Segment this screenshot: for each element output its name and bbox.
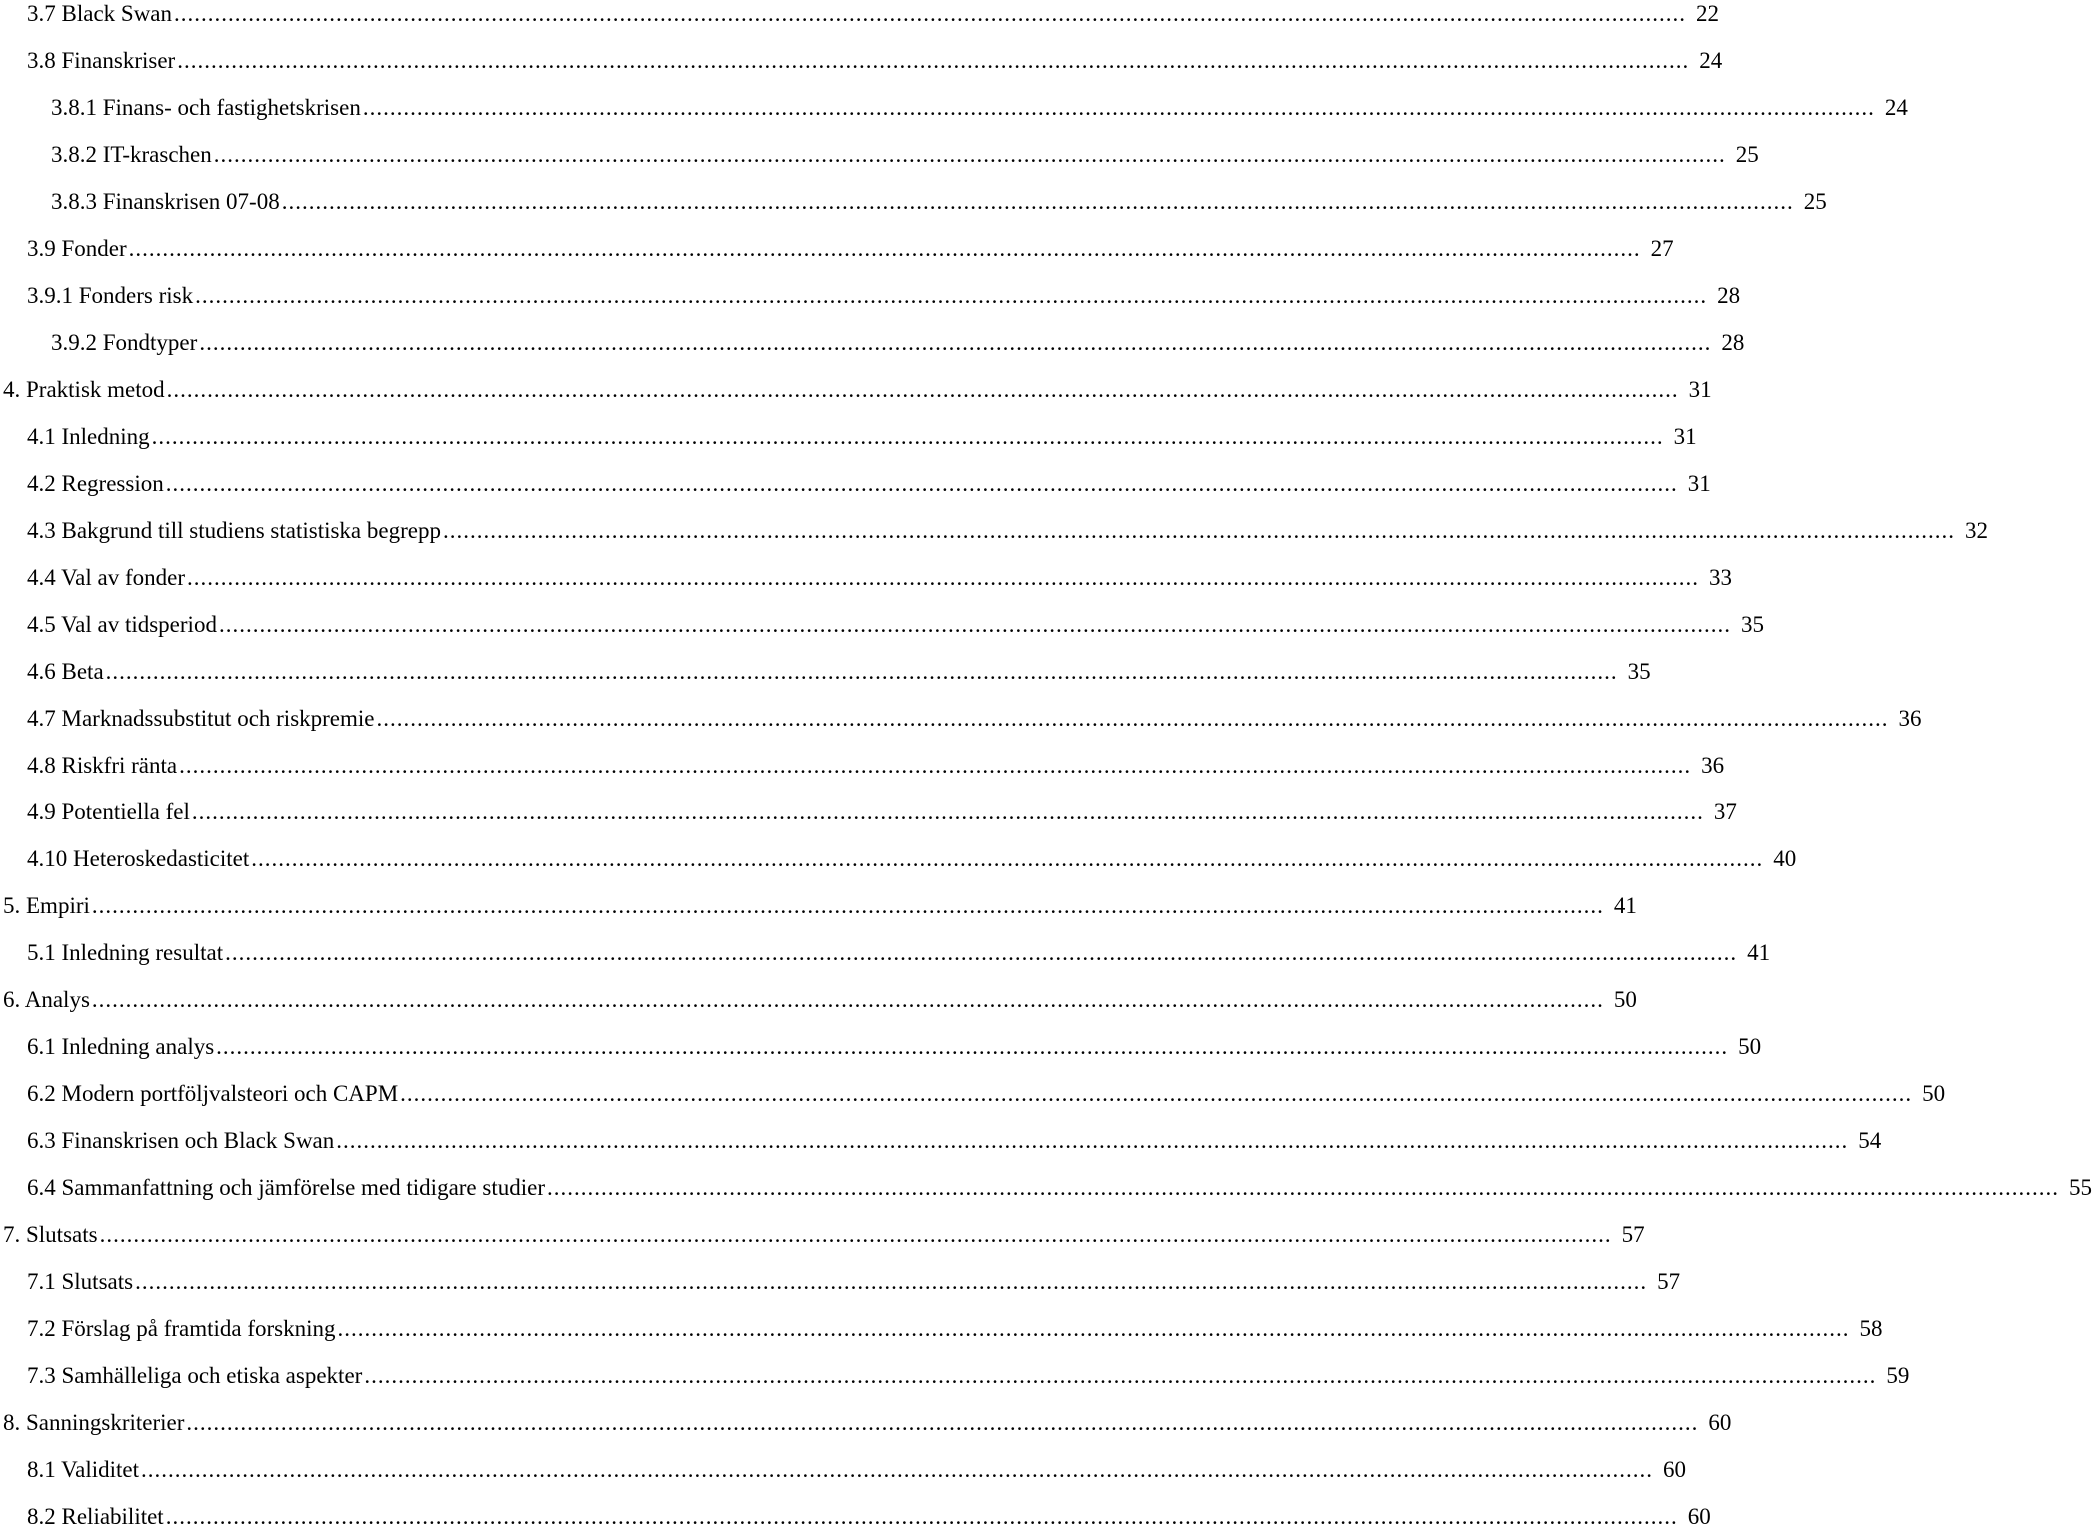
toc-entry[interactable] <box>0 751 1725 781</box>
toc-entry-label: 8.2 Reliabilitet <box>27 1504 164 1530</box>
toc-entry[interactable] <box>0 985 1637 1015</box>
toc-dot-leader <box>187 563 1699 593</box>
toc-entry[interactable] <box>0 281 1741 311</box>
toc-dot-leader <box>338 1314 1850 1344</box>
toc-entry[interactable] <box>0 0 1720 29</box>
toc-entry-page-number: 54 <box>1858 1128 1882 1154</box>
toc-dot-leader <box>192 797 1704 827</box>
toc-entry-label: 7.2 Förslag på framtida forskning <box>27 1316 336 1342</box>
toc-dot-leader <box>92 985 1604 1015</box>
toc-dot-leader <box>363 93 1875 123</box>
toc-entry[interactable] <box>0 1220 1645 1250</box>
toc-entry[interactable] <box>0 375 1712 405</box>
toc-entry[interactable] <box>0 328 1745 358</box>
toc-dot-leader <box>135 1267 1647 1297</box>
toc-entry-page-number: 50 <box>1613 987 1637 1013</box>
toc-dot-leader <box>174 0 1686 29</box>
toc-entry[interactable] <box>0 844 1797 874</box>
toc-entry[interactable] <box>0 1032 1762 1062</box>
toc-entry-label: 3.8.1 Finans- och fastighetskrisen <box>51 94 361 120</box>
toc-entry-label: 7.1 Slutsats <box>27 1269 134 1295</box>
toc-entry-page-number: 33 <box>1708 564 1732 590</box>
toc-entry-label: 5.1 Inledning resultat <box>27 940 224 966</box>
toc-entry-label: 4.8 Riskfri ränta <box>27 752 178 778</box>
toc-entry-page-number: 60 <box>1663 1457 1687 1483</box>
toc-entry-label: 4.5 Val av tidsperiod <box>27 611 217 637</box>
toc-entry[interactable] <box>0 46 1723 76</box>
toc-dot-leader <box>282 187 1794 217</box>
toc-entry-label: 6.4 Sammanfattning och jämförelse med tidigare studier <box>27 1175 545 1201</box>
toc-entry[interactable] <box>0 1267 1681 1297</box>
toc-entry-page-number: 28 <box>1717 282 1741 308</box>
toc-entry-label: 4.1 Inledning <box>27 423 150 449</box>
toc-entry[interactable] <box>0 1079 1946 1109</box>
toc-entry-page-number: 50 <box>1922 1081 1946 1107</box>
toc-entry-label: 4.4 Val av fonder <box>27 564 185 590</box>
toc-entry[interactable] <box>0 469 1711 499</box>
toc-entry-page-number: 58 <box>1859 1316 1883 1342</box>
toc-entry-page-number: 35 <box>1627 658 1651 684</box>
toc-dot-leader <box>377 704 1889 734</box>
toc-dot-leader <box>336 1126 1848 1156</box>
toc-dot-leader <box>179 751 1691 781</box>
toc-entry[interactable] <box>0 1408 1732 1438</box>
toc-dot-leader <box>106 657 1618 687</box>
toc-entry-page-number: 32 <box>1964 517 1988 543</box>
toc-entry-page-number: 22 <box>1696 1 1720 26</box>
toc-dot-leader <box>100 1220 1612 1250</box>
toc-entry-page-number: 41 <box>1613 893 1637 919</box>
toc-entry-page-number: 40 <box>1773 846 1797 872</box>
toc-entry-label: 4.2 Regression <box>27 470 164 496</box>
toc-entry-label: 7.3 Samhälleliga och etiska aspekter <box>27 1363 363 1389</box>
toc-entry[interactable] <box>0 797 1737 827</box>
toc-entry-page-number: 57 <box>1657 1269 1681 1295</box>
toc-entry[interactable] <box>0 93 1908 123</box>
toc-entry[interactable] <box>0 938 1771 968</box>
toc-entry-page-number: 25 <box>1735 141 1759 167</box>
toc-dot-leader <box>186 1408 1698 1438</box>
toc-dot-leader <box>400 1079 1912 1109</box>
toc-entry-label: 4. Praktisk metod <box>3 376 165 402</box>
toc-entry-page-number: 59 <box>1886 1363 1910 1389</box>
toc-dot-leader <box>199 328 1711 358</box>
toc-entry-page-number: 31 <box>1673 423 1697 449</box>
toc-entry[interactable] <box>0 1173 2092 1203</box>
toc-entry-label: 3.9 Fonder <box>27 235 127 261</box>
toc-entry-label: 7. Slutsats <box>3 1222 98 1248</box>
toc-dot-leader <box>219 610 1731 640</box>
toc-entry-label: 3.7 Black Swan <box>27 1 173 26</box>
toc-entry-label: 8. Sanningskriterier <box>3 1410 185 1436</box>
toc-entry-page-number: 35 <box>1740 611 1764 637</box>
toc-entry-page-number: 24 <box>1699 47 1723 73</box>
toc-entry[interactable] <box>0 187 1827 217</box>
toc-dot-leader <box>167 375 1679 405</box>
toc-entry-label: 3.8.2 IT-kraschen <box>51 141 212 167</box>
toc-entry-label: 3.8 Finanskriser <box>27 47 176 73</box>
toc-entry-label: 6.2 Modern portföljvalsteori och CAPM <box>27 1081 399 1107</box>
toc-entry[interactable] <box>0 891 1637 921</box>
toc-entry-page-number: 55 <box>2069 1175 2092 1201</box>
toc-entry-label: 5. Empiri <box>3 893 90 919</box>
toc-entry-label: 4.3 Bakgrund till studiens statistiska begrepp <box>27 517 441 543</box>
toc-entry-page-number: 24 <box>1884 94 1908 120</box>
toc-entry-label: 6. Analys <box>3 987 90 1013</box>
toc-entry-label: 6.1 Inledning analys <box>27 1034 215 1060</box>
toc-dot-leader <box>195 281 1707 311</box>
toc-entry[interactable] <box>0 140 1759 170</box>
toc-entry-label: 4.9 Potentiella fel <box>27 799 190 825</box>
toc-dot-leader <box>177 46 1689 76</box>
toc-entry[interactable] <box>0 1502 1711 1532</box>
toc-entry[interactable] <box>0 1455 1687 1485</box>
toc-dot-leader <box>443 516 1955 546</box>
toc-entry-label: 4.6 Beta <box>27 658 104 684</box>
toc-dot-leader <box>92 891 1604 921</box>
toc-entry-label: 3.8.3 Finanskrisen 07-08 <box>51 188 280 214</box>
toc-entry[interactable] <box>0 1361 1910 1391</box>
toc-entry-label: 3.9.2 Fondtyper <box>51 329 198 355</box>
toc-entry-page-number: 31 <box>1687 470 1711 496</box>
toc-entry-page-number: 50 <box>1738 1034 1762 1060</box>
toc-dot-leader <box>129 234 1641 264</box>
toc-entry[interactable] <box>0 234 1674 264</box>
toc-entry[interactable] <box>0 422 1697 452</box>
toc-entry[interactable] <box>0 516 1988 546</box>
toc-entry-page-number: 36 <box>1898 705 1922 731</box>
toc-entry[interactable] <box>0 657 1651 687</box>
toc-entry-page-number: 60 <box>1708 1410 1732 1436</box>
toc-entry-page-number: 25 <box>1803 188 1827 214</box>
toc-entry-page-number: 27 <box>1650 235 1674 261</box>
toc-dot-leader <box>225 938 1737 968</box>
toc-entry-label: 3.9.1 Fonders risk <box>27 282 194 308</box>
toc-dot-leader <box>214 140 1726 170</box>
toc-dot-leader <box>152 422 1664 452</box>
toc-dot-leader <box>166 469 1678 499</box>
toc-entry[interactable] <box>0 610 1764 640</box>
toc-dot-leader <box>364 1361 1876 1391</box>
toc-entry[interactable] <box>0 1314 1883 1344</box>
toc-dot-leader <box>141 1455 1653 1485</box>
toc-entry-page-number: 37 <box>1713 799 1737 825</box>
toc-entry-label: 6.3 Finanskrisen och Black Swan <box>27 1128 335 1154</box>
toc-entry[interactable] <box>0 704 1922 734</box>
toc-entry-page-number: 41 <box>1747 940 1771 966</box>
toc-entry[interactable] <box>0 1126 1882 1156</box>
toc-entry-page-number: 36 <box>1701 752 1725 778</box>
toc-entry-page-number: 60 <box>1687 1504 1711 1530</box>
toc-entry-page-number: 31 <box>1688 376 1712 402</box>
toc-dot-leader <box>547 1173 2059 1203</box>
toc-entry[interactable] <box>0 563 1732 593</box>
toc-entry-label: 4.7 Marknadssubstitut och riskpremie <box>27 705 375 731</box>
toc-entry-label: 8.1 Validitet <box>27 1457 140 1483</box>
toc-dot-leader <box>166 1502 1678 1532</box>
toc-dot-leader <box>251 844 1763 874</box>
toc-entry-page-number: 28 <box>1721 329 1745 355</box>
toc-dot-leader <box>216 1032 1728 1062</box>
toc-entry-label: 4.10 Heteroskedasticitet <box>27 846 250 872</box>
toc-entry-page-number: 57 <box>1621 1222 1645 1248</box>
